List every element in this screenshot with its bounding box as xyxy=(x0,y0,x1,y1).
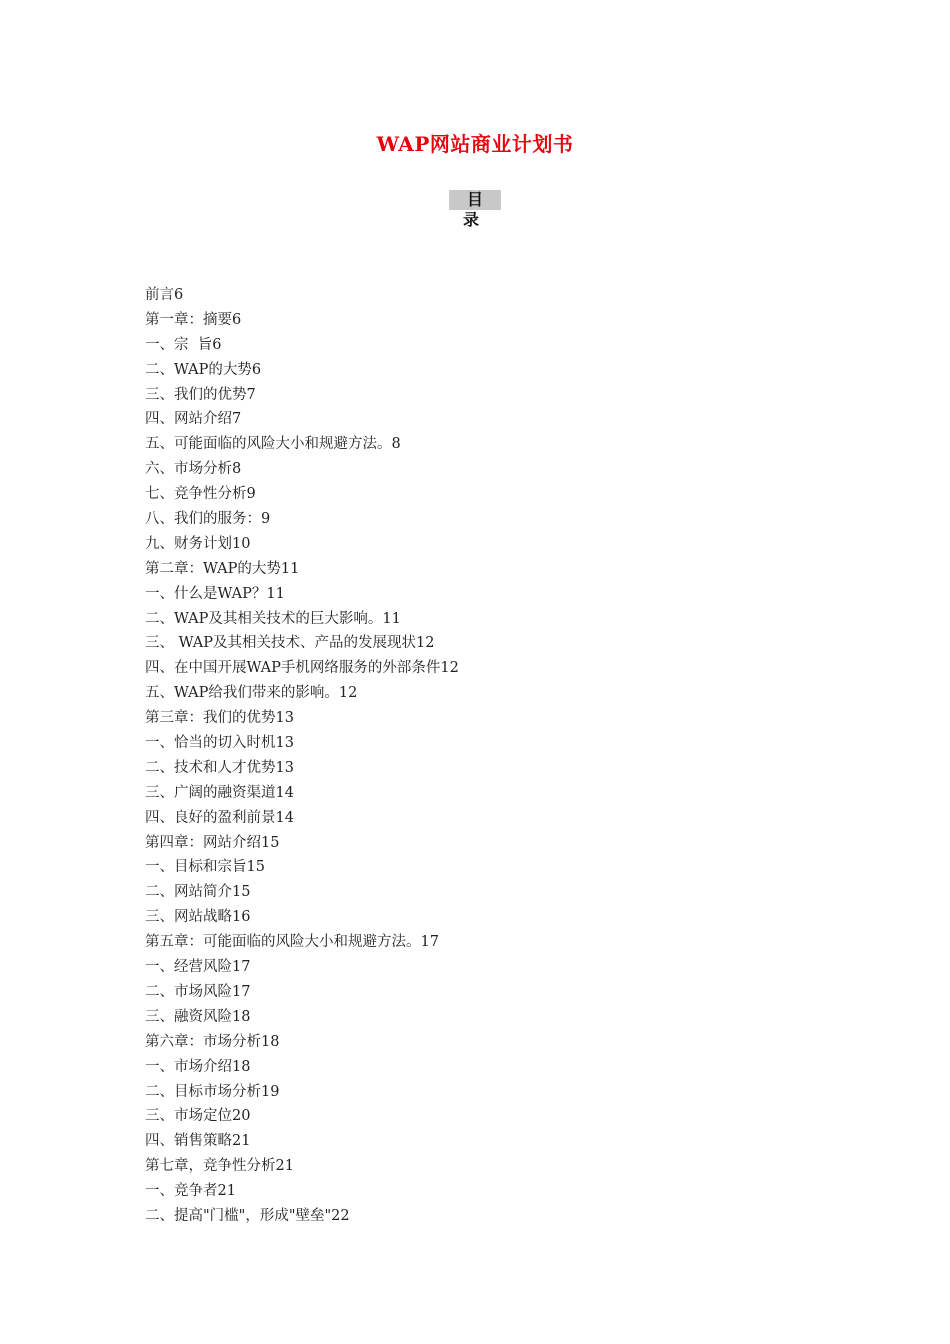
toc-item: 三、 WAP及其相关技术、产品的发展现状12 xyxy=(145,635,435,652)
toc-item: 四、网站介绍7 xyxy=(145,411,242,428)
toc-item: 二、提高"门槛"，形成"壁垒"22 xyxy=(145,1207,350,1224)
document-title: WAP网站商业计划书 xyxy=(376,132,574,156)
toc-item: 三、市场定位20 xyxy=(145,1108,251,1125)
toc-item: 九、财务计划10 xyxy=(145,535,251,552)
table-of-contents xyxy=(145,283,459,1229)
toc-item: 第三章：我们的优势13 xyxy=(145,710,294,727)
toc-item: 一、竞争者21 xyxy=(145,1183,236,1200)
toc-item: 六、市场分析8 xyxy=(145,461,242,478)
toc-item: 二、目标市场分析19 xyxy=(145,1083,280,1100)
toc-item: 三、我们的优势7 xyxy=(145,386,256,403)
toc-item: 一、什么是WAP？11 xyxy=(145,585,285,602)
toc-item: 一、市场介绍18 xyxy=(145,1058,251,1075)
toc-item: 八、我们的服务：9 xyxy=(145,511,271,528)
toc-item: 第一章：摘要6 xyxy=(145,311,242,328)
toc-item: 第四章：网站介绍15 xyxy=(145,834,280,851)
toc-item: 二、市场风险17 xyxy=(145,983,251,1000)
toc-item: 三、广阔的融资渠道14 xyxy=(145,784,294,801)
toc-item: 四、良好的盈利前景14 xyxy=(145,809,294,826)
toc-item: 四、在中国开展WAP手机网络服务的外部条件12 xyxy=(145,660,459,677)
toc-item: 五、WAP给我们带来的影响。12 xyxy=(145,685,358,702)
toc-item: 五、可能面临的风险大小和规避方法。8 xyxy=(145,436,401,453)
toc-item: 一、经营风险17 xyxy=(145,959,251,976)
toc-item: 第二章：WAP的大势11 xyxy=(145,560,300,577)
toc-heading: 目 录 xyxy=(449,190,501,210)
toc-item: 二、WAP及其相关技术的巨大影响。11 xyxy=(145,610,401,627)
toc-item: 一、目标和宗旨15 xyxy=(145,859,265,876)
toc-item: 第五章：可能面临的风险大小和规避方法。17 xyxy=(145,934,439,951)
toc-item: 前言6 xyxy=(145,287,184,303)
toc-item: 三、融资风险18 xyxy=(145,1008,251,1025)
toc-item: 七、竞争性分析9 xyxy=(145,486,256,503)
toc-item: 二、WAP的大势6 xyxy=(145,361,262,378)
toc-item: 二、技术和人才优势13 xyxy=(145,759,294,776)
toc-item: 三、网站战略16 xyxy=(145,909,251,926)
toc-item: 一、宗 旨6 xyxy=(145,336,222,353)
toc-item: 第六章：市场分析18 xyxy=(145,1033,280,1050)
toc-item: 第七章，竞争性分析21 xyxy=(145,1158,294,1175)
toc-item: 四、销售策略21 xyxy=(145,1133,251,1150)
toc-item: 二、网站简介15 xyxy=(145,884,251,901)
toc-item: 一、恰当的切入时机13 xyxy=(145,735,294,752)
